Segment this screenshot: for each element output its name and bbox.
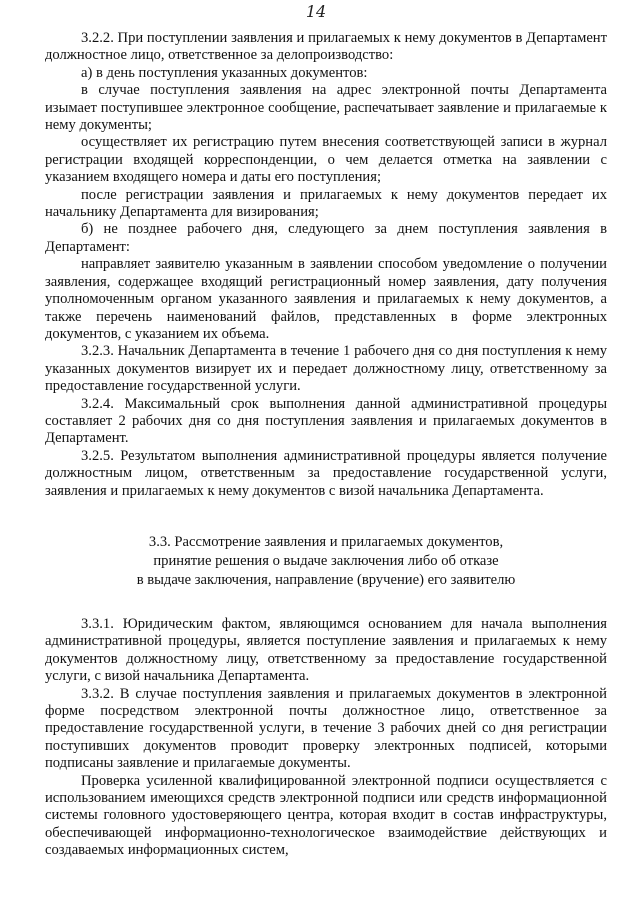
paragraph-notification: направляет заявителю указанным в заявлении способом уведомление о получении заявления, содержащее входящий регистрационный номер заявления, дату получения уполномоченным органом указанного заявления и прилагаемых к нему документов, а также перечень наименований файлов, представленных в форме электронных документов, с указанием их объема. (45, 256, 607, 342)
paragraph-item-b: б) не позднее рабочего дня, следующего за днем поступления заявления в Департамент: (45, 221, 607, 255)
paragraph-pass-to-head: после регистрации заявления и прилагаемых к нему документов передает их начальнику Департамента для визирования; (45, 186, 607, 221)
paragraph-3-2-2: 3.2.2. При поступлении заявления и прилагаемых к нему документов в Департамент должностное лицо, ответственное за делопроизводство: (45, 30, 607, 64)
section-heading-3-3 (45, 533, 607, 590)
section-heading-line: принятие решения о выдаче заключения либо об отказе (153, 552, 499, 569)
paragraph-3-3-1: 3.3.1. Юридическим фактом, являющимся основанием для начала выполнения административной процедуры, является поступление заявления и прилагаемых к нему документов должностному лицу, ответственному за предоставление государственной услуги, с визой начальника Департамента. (45, 615, 607, 685)
paragraph-email-intake: в случае поступления заявления на адрес электронной почты Департамента изымает поступившее электронное сообщение, распечатывает заявление и прилагаемые к нему документы; (45, 82, 607, 134)
paragraph-3-2-4: 3.2.4. Максимальный срок выполнения данной административной процедуры составляет 2 рабочих дня со дня поступления заявления и прилагаемых документов в Департамент. (45, 395, 607, 447)
paragraph-3-2-5: 3.2.5. Результатом выполнения административной процедуры является получение должностным лицом, ответственным за предоставление государственной услуги, заявления и прилагаемых к нему документов с визой начальника Департамента. (45, 447, 607, 499)
paragraph-3-2-3: 3.2.3. Начальник Департамента в течение 1 рабочего дня со дня поступления к нему указанных документов визирует их и передает должностному лицу, ответственному за предоставление государственной услуги. (45, 343, 607, 395)
section-heading-line: 3.3. Рассмотрение заявления и прилагаемых документов, (148, 533, 504, 550)
paragraph-item-a: а) в день поступления указанных документов: (81, 64, 368, 81)
paragraph-registration: осуществляет их регистрацию путем внесения соответствующей записи в журнал регистрации входящей корреспонденции, о чем делается отметка на заявлении с указанием входящего номера и даты его поступления; (45, 134, 607, 186)
section-heading-line: в выдаче заключения, направление (вручение) его заявителю (136, 571, 516, 588)
paragraph-3-3-2: 3.3.2. В случае поступления заявления и прилагаемых документов в электронной форме посредством электронной почты должностное лицо, ответственное за предоставление государственной услуги, в течение 3 рабочих дней со дня регистрации поступивших документов проводит проверку электронных подписей, которыми подписаны заявление и прилагаемые документы. (45, 685, 607, 772)
paragraph-signature-check: Проверка усиленной квалифицированной электронной подписи осуществляется с использованием имеющихся средств электронной подписи или средств информационной системы головного удостоверяющего центра, которая входит в состав инфраструктуры, обеспечивающей информационно-технологическое взаимодействие действующих и создаваемых информационных систем, (45, 772, 607, 859)
document-body (45, 30, 607, 860)
page-number: 14 (305, 2, 327, 21)
